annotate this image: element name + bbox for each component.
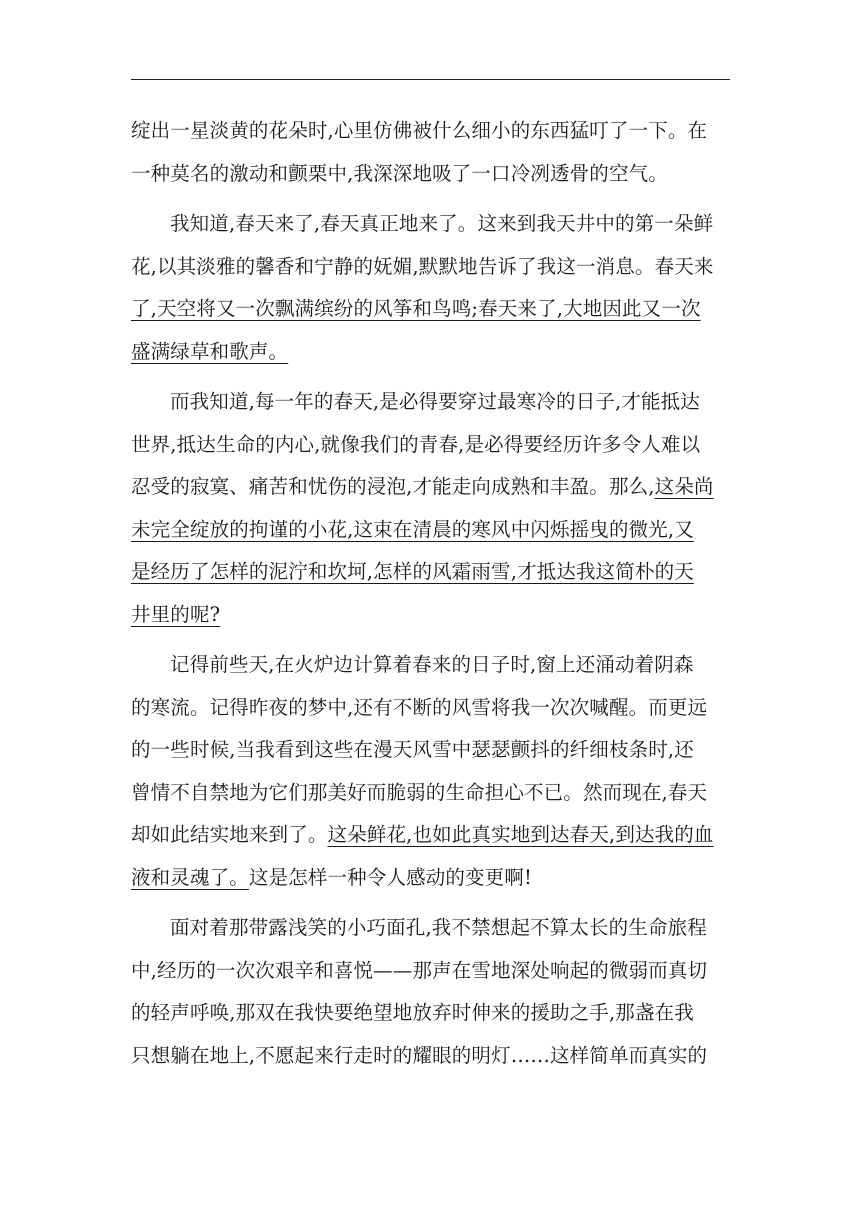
text-line: [131, 814, 731, 857]
text-line: [131, 331, 731, 374]
text-line: [131, 153, 731, 196]
text-line: [131, 424, 731, 467]
text-segment: 却如此结实地来到了。: [131, 823, 328, 846]
text-segment: 这是怎样一种令人感动的变更啊!: [248, 865, 532, 889]
text-line: [131, 687, 731, 730]
article-body: [131, 110, 731, 1077]
text-segment: 忍受的寂寞、痛苦和忧伤的浸泡,才能走向成熟和丰盈。那么,: [131, 475, 655, 498]
text-segment: 曾情不自禁地为它们那美好而脆弱的生命担心不已。然而现在,春天: [131, 780, 708, 804]
text-line: [131, 110, 731, 153]
text-line: [131, 551, 731, 594]
text-line: [131, 729, 731, 772]
text-line: [131, 772, 731, 815]
text-segment: 中,经历的一次次艰辛和喜悦——那声在雪地深处响起的微弱而真切: [131, 958, 708, 982]
text-line: [131, 1035, 731, 1078]
paragraph: [131, 203, 731, 373]
paragraph-gap: [131, 899, 731, 907]
paragraph-gap: [131, 373, 731, 381]
text-segment: 而我知道,每一年的春天,是必得要穿过最寒冷的日子,才能抵达: [170, 390, 700, 413]
text-line: [131, 509, 731, 552]
header-rule: [131, 79, 730, 80]
text-line: [131, 594, 731, 637]
text-line: [131, 644, 731, 687]
text-segment: 绽出一星淡黄的花朵时,心里仿佛被什么细小的东西猛叮了一下。在: [131, 119, 708, 142]
text-line: [131, 466, 731, 509]
text-segment: 我知道,春天来了,春天真正地来了。这来到我天井中的第一朵鲜: [170, 212, 714, 235]
paragraph: [131, 381, 731, 636]
text-segment: 花,以其淡雅的馨香和宁静的妩媚,默默地告诉了我这一消息。春天来: [131, 254, 714, 278]
text-segment: 的一些时候,当我看到这些在漫天风雪中瑟瑟颤抖的纤细枝条时,还: [131, 738, 694, 761]
text-segment: 一种莫名的激动和颤栗中,我深深地吸了一口冷冽透骨的空气。: [131, 161, 668, 185]
paragraph-gap: [131, 195, 731, 203]
underlined-text: 是经历了怎样的泥泞和坎坷,怎样的风霜雨雪,才抵达我这简朴的天: [131, 560, 694, 583]
underlined-text: 未完全绽放的拘谨的小花,这束在清晨的寒风中闪烁摇曳的微光,又: [131, 517, 694, 541]
text-segment: 面对着那带露浅笑的小巧面孔,我不禁想起不算太长的生命旅程: [170, 916, 707, 939]
text-segment: 的寒流。记得昨夜的梦中,还有不断的风雪将我一次次喊醒。而更远: [131, 695, 708, 719]
paragraph: [131, 907, 731, 1077]
text-line: [131, 857, 731, 900]
underlined-text: 这朵鲜花,也如此真实地到达春天,到达我的血: [327, 823, 714, 846]
text-line: [131, 246, 731, 289]
paragraph: [131, 644, 731, 899]
underlined-text: 盛满绿草和歌声。: [131, 339, 289, 363]
text-line: [131, 992, 731, 1035]
underlined-text: 这朵尚: [654, 475, 714, 498]
text-segment: 世界,抵达生命的内心,就像我们的青春,是必得要经历许多令人难以: [131, 432, 701, 456]
text-segment: 只想躺在地上,不愿起来行走时的耀眼的明灯……这样简单而真实的: [131, 1043, 708, 1067]
paragraph-gap: [131, 636, 731, 644]
text-segment: 记得前些天,在火炉边计算着春来的日子时,窗上还涌动着阴森: [170, 653, 694, 676]
text-line: [131, 907, 731, 950]
text-line: [131, 950, 731, 993]
underlined-text: 井里的呢?: [131, 602, 221, 626]
text-line: [131, 203, 731, 246]
paragraph: [131, 110, 731, 195]
text-line: [131, 381, 731, 424]
underlined-text: 液和灵魂了。: [131, 865, 249, 889]
text-segment: 的轻声呼唤,那双在我快要绝望地放弃时伸来的援助之手,那盏在我: [131, 1001, 694, 1024]
underlined-text: 了,天空将又一次飘满缤纷的风筝和鸟鸣;春天来了,大地因此又一次: [131, 297, 701, 320]
text-line: [131, 288, 731, 331]
